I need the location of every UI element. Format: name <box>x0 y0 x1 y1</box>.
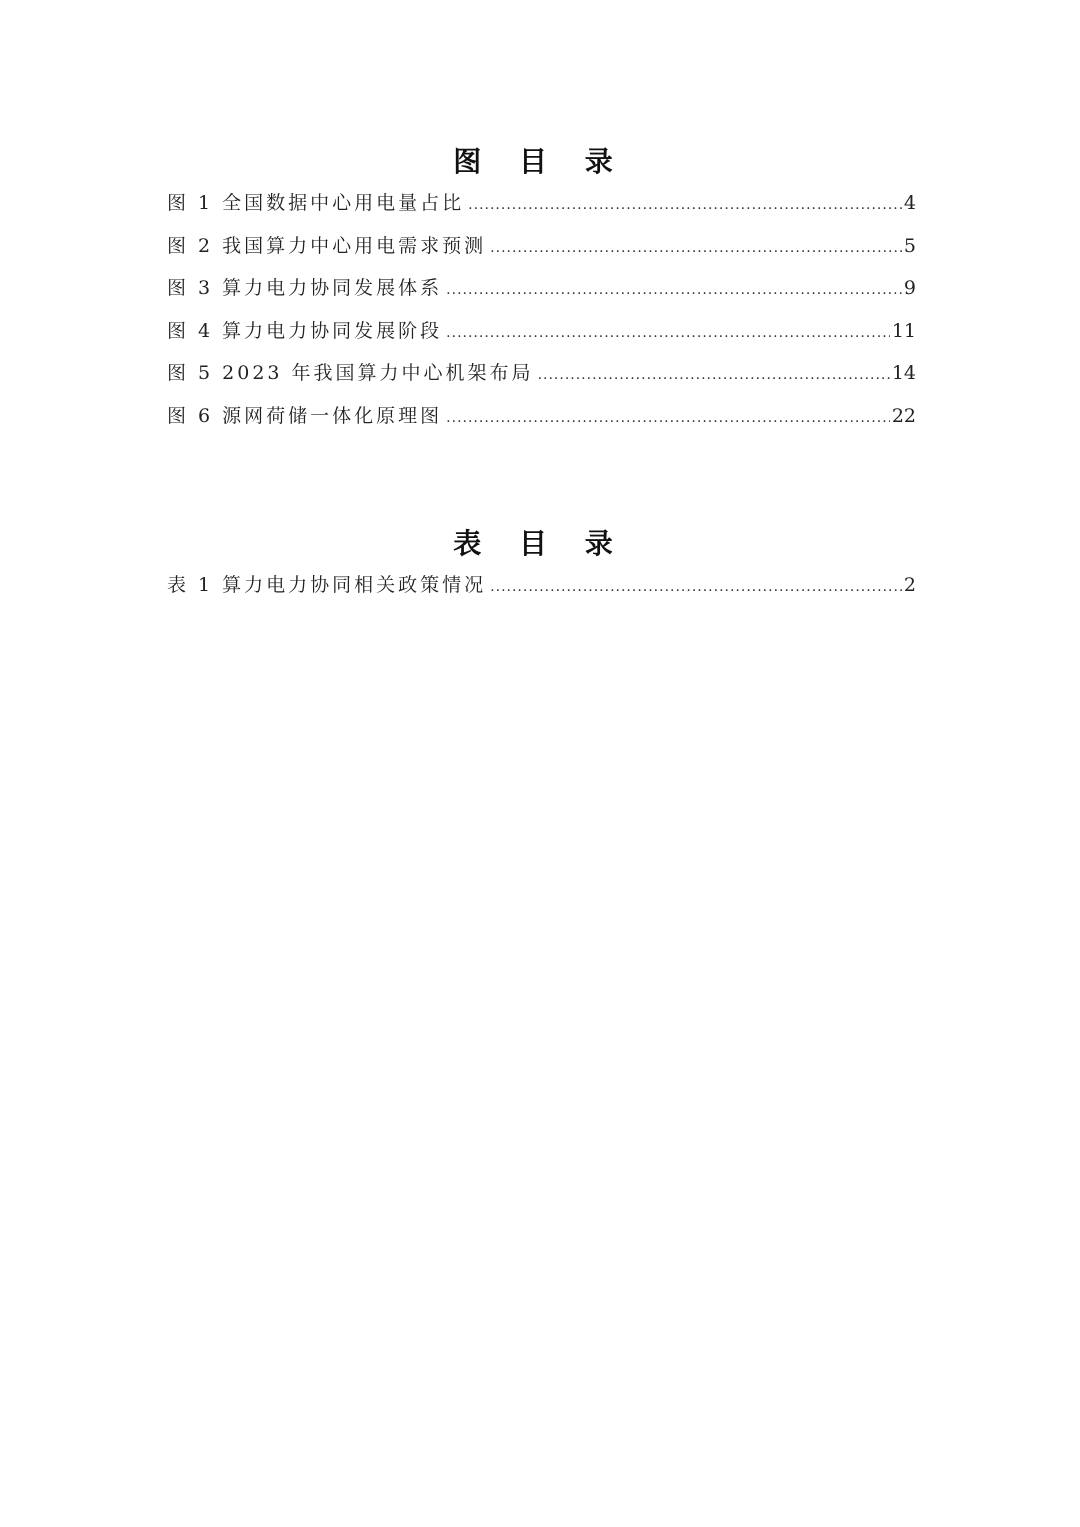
tables-toc-title: 表 目 录 <box>453 527 627 560</box>
toc-entry-page: 11 <box>891 319 916 342</box>
toc-entry[interactable] <box>167 273 916 316</box>
toc-entry-page: 9 <box>903 277 916 299</box>
toc-entry-page: 2 <box>903 574 916 596</box>
toc-entry-label: 图 5 2023 年我国算力中心机架布局 <box>167 362 534 384</box>
toc-entry-label: 图 4 算力电力协同发展阶段 <box>167 319 443 342</box>
toc-entry-label: 图 6 源网荷储一体化原理图 <box>167 404 443 427</box>
toc-leader-dots <box>446 282 902 298</box>
toc-entry-label: 图 2 我国算力中心用电需求预测 <box>167 234 487 257</box>
toc-entry[interactable] <box>167 316 916 359</box>
toc-entry[interactable] <box>167 358 916 401</box>
toc-leader-dots <box>446 410 890 426</box>
figures-toc-list <box>167 188 916 443</box>
toc-leader-dots <box>490 579 902 595</box>
toc-leader-dots <box>446 325 890 341</box>
toc-leader-dots <box>538 367 890 383</box>
toc-entry[interactable] <box>167 570 916 613</box>
toc-entry-page: 14 <box>891 362 916 384</box>
toc-entry-page: 4 <box>903 192 916 214</box>
toc-entry-label: 图 3 算力电力协同发展体系 <box>167 277 443 299</box>
tables-toc-list <box>167 570 916 613</box>
toc-entry[interactable] <box>167 188 916 231</box>
figures-toc-title: 图 目 录 <box>453 145 627 178</box>
toc-leader-dots <box>468 197 902 213</box>
toc-entry[interactable] <box>167 401 916 444</box>
toc-leader-dots <box>490 240 902 256</box>
toc-entry-label: 图 1 全国数据中心用电量占比 <box>167 192 465 214</box>
toc-entry-label: 表 1 算力电力协同相关政策情况 <box>167 574 487 596</box>
toc-entry-page: 5 <box>903 234 916 257</box>
toc-entry[interactable] <box>167 231 916 274</box>
toc-entry-page: 22 <box>891 404 916 427</box>
